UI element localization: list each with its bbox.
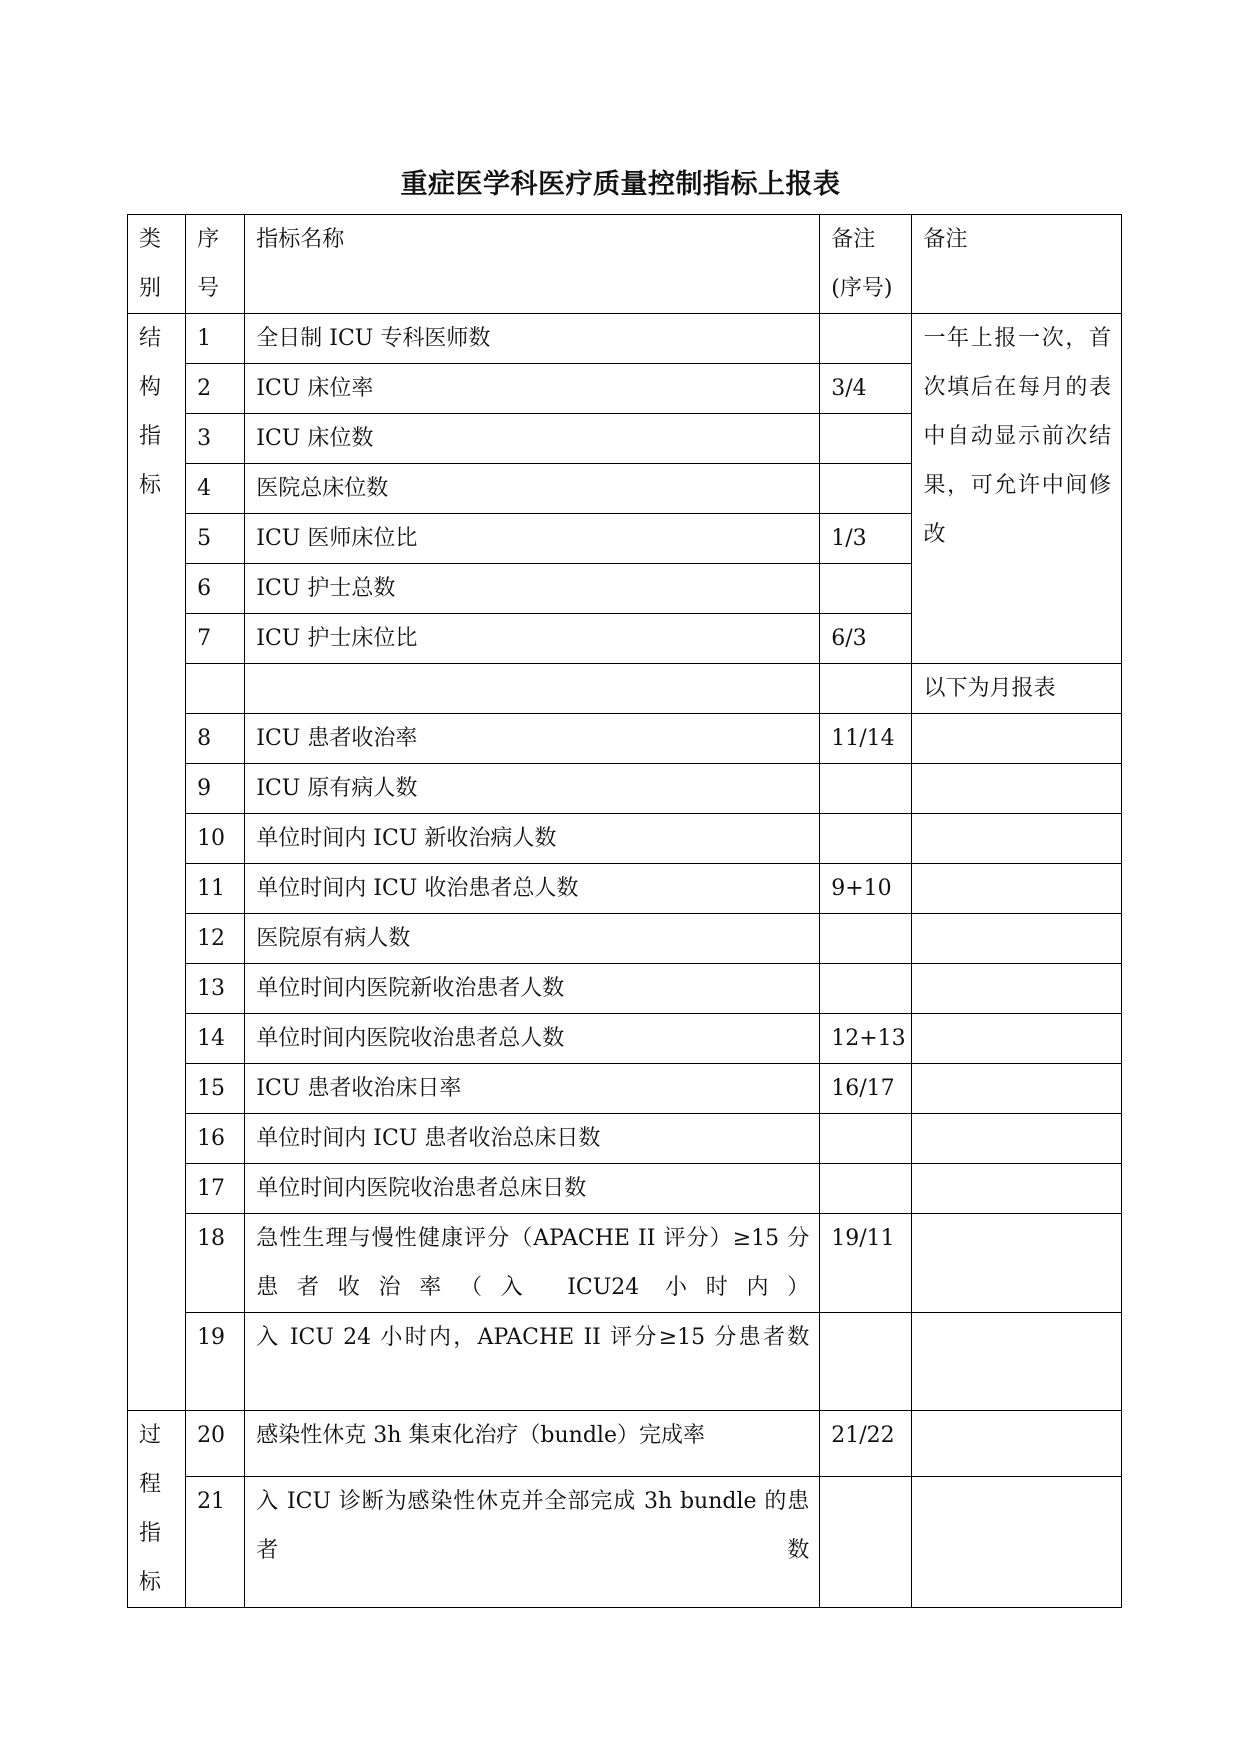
row-formula [820,1164,912,1214]
row-remark [912,1477,1122,1608]
page-title: 重症医学科医疗质量控制指标上报表 [400,169,841,200]
blank-seq [186,664,245,714]
row-formula [820,964,912,1014]
row-seq: 10 [186,814,245,864]
table-row [128,1064,1122,1114]
category-process: 过程指标 [128,1411,186,1608]
row-formula [820,814,912,864]
table-row [128,764,1122,814]
table-row [128,814,1122,864]
row-name: 单位时间内医院新收治患者人数 [245,964,820,1014]
category-structure: 结构指标 [128,314,186,1411]
row-seq: 18 [186,1214,245,1313]
row-name: ICU 患者收治率 [245,714,820,764]
row-name: ICU 原有病人数 [245,764,820,814]
row-seq: 6 [186,564,245,614]
row-remark [912,914,1122,964]
table-row [128,1164,1122,1214]
row-remark [912,1014,1122,1064]
table-row [128,1313,1122,1411]
header-remark-seq-line1: 备注 [831,227,876,252]
row-seq: 15 [186,1064,245,1114]
row-remark [912,814,1122,864]
row-seq: 12 [186,914,245,964]
row-seq: 7 [186,614,245,664]
header-name: 指标名称 [245,215,820,314]
row-formula [820,1313,912,1411]
table-row [128,1411,1122,1477]
row-remark [912,964,1122,1014]
note-monthly: 以下为月报表 [912,664,1122,714]
row-name: 单位时间内医院收治患者总人数 [245,1014,820,1064]
row-seq: 20 [186,1411,245,1477]
row-formula: 11/14 [820,714,912,764]
row-name: 入 ICU 诊断为感染性休克并全部完成 3h bundle 的患者数 [245,1477,820,1608]
row-name: 感染性休克 3h 集束化治疗（bundle）完成率 [245,1411,820,1477]
row-seq: 21 [186,1477,245,1608]
table-row [128,1214,1122,1313]
table-row [128,664,1122,714]
row-remark [912,1411,1122,1477]
row-name: ICU 医师床位比 [245,514,820,564]
row-seq: 5 [186,514,245,564]
table-row [128,864,1122,914]
row-seq: 3 [186,414,245,464]
row-formula: 3/4 [820,364,912,414]
row-name: 全日制 ICU 专科医师数 [245,314,820,364]
row-formula [820,564,912,614]
row-formula: 12+13 [820,1014,912,1064]
row-formula: 9+10 [820,864,912,914]
indicator-table [127,214,1122,1608]
row-name: ICU 护士总数 [245,564,820,614]
row-seq: 1 [186,314,245,364]
row-remark [912,864,1122,914]
row-formula [820,764,912,814]
row-name: 单位时间内 ICU 患者收治总床日数 [245,1114,820,1164]
row-name: 单位时间内医院收治患者总床日数 [245,1164,820,1214]
table-row [128,914,1122,964]
header-category: 类别 [128,215,186,314]
header-remark: 备注 [912,215,1122,314]
row-remark [912,1214,1122,1313]
table-row [128,714,1122,764]
row-formula [820,1114,912,1164]
blank-formula [820,664,912,714]
row-name: ICU 患者收治床日率 [245,1064,820,1114]
row-formula: 16/17 [820,1064,912,1114]
row-seq: 8 [186,714,245,764]
row-seq: 14 [186,1014,245,1064]
row-formula: 21/22 [820,1411,912,1477]
row-name: 医院原有病人数 [245,914,820,964]
row-seq: 9 [186,764,245,814]
row-formula [820,414,912,464]
row-name: ICU 床位数 [245,414,820,464]
row-name: 单位时间内 ICU 新收治病人数 [245,814,820,864]
row-name: 入 ICU 24 小时内，APACHE II 评分≥15 分患者数 [245,1313,820,1411]
table-row [128,314,1122,364]
row-remark [912,1064,1122,1114]
row-seq: 16 [186,1114,245,1164]
row-name: 医院总床位数 [245,464,820,514]
row-seq: 13 [186,964,245,1014]
row-formula [820,314,912,364]
row-formula: 1/3 [820,514,912,564]
header-remark-seq-line2: (序号) [831,276,893,301]
row-seq: 11 [186,864,245,914]
row-remark [912,1114,1122,1164]
row-remark [912,1164,1122,1214]
table-row [128,1114,1122,1164]
header-remark-seq [820,215,912,314]
blank-name [245,664,820,714]
row-formula [820,1477,912,1608]
row-name: ICU 床位率 [245,364,820,414]
row-formula [820,464,912,514]
table-row [128,1477,1122,1608]
row-seq: 17 [186,1164,245,1214]
row-formula: 19/11 [820,1214,912,1313]
row-formula: 6/3 [820,614,912,664]
row-name: 单位时间内 ICU 收治患者总人数 [245,864,820,914]
header-seq: 序号 [186,215,245,314]
row-remark [912,714,1122,764]
row-seq: 2 [186,364,245,414]
row-remark [912,1313,1122,1411]
table-row [128,964,1122,1014]
row-name: ICU 护士床位比 [245,614,820,664]
row-seq: 19 [186,1313,245,1411]
note-annual: 一年上报一次，首次填后在每月的表中自动显示前次结果，可允许中间修改 [912,314,1122,664]
table-header-row [128,215,1122,314]
row-name: 急性生理与慢性健康评分（APACHE II 评分）≥15 分患者收治率（入 ICU24 小时内） [245,1214,820,1313]
row-seq: 4 [186,464,245,514]
row-formula [820,914,912,964]
table-row [128,1014,1122,1064]
row-remark [912,764,1122,814]
